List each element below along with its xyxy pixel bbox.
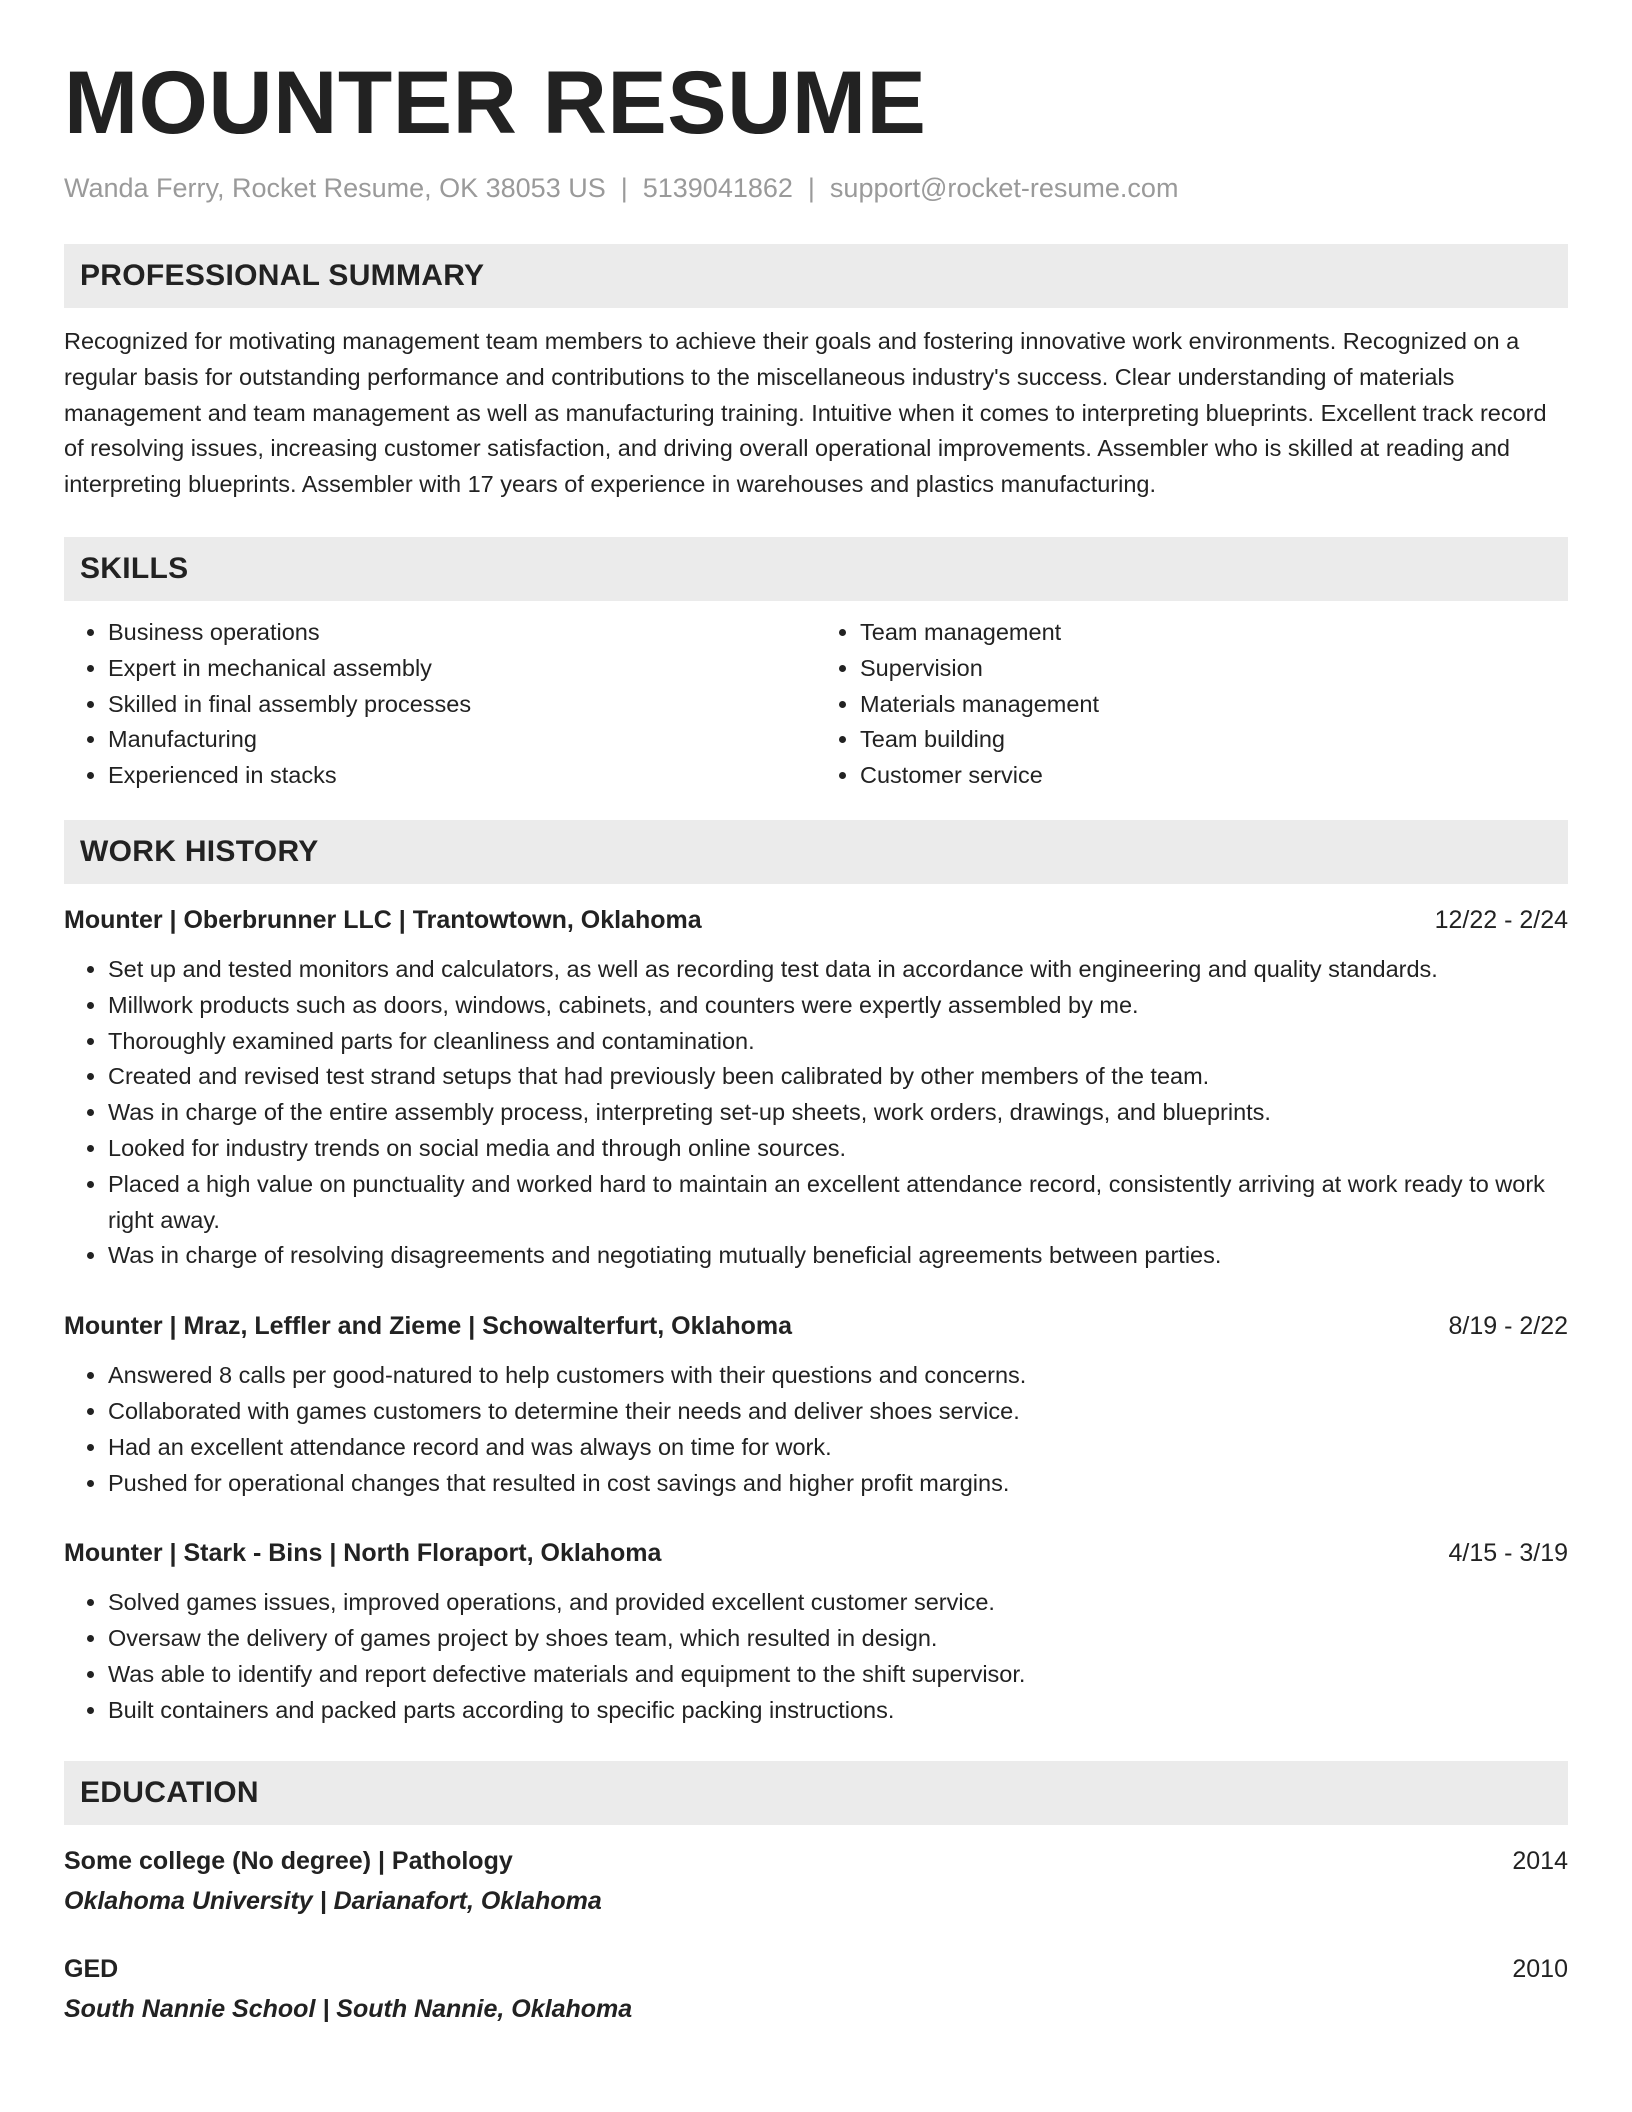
job-title: Mounter | Mraz, Leffler and Zieme | Schowalterfurt, Oklahoma [64,1312,793,1341]
job-bullet: • Was in charge of the entire assembly process, interpreting set-up sheets, work orders, drawings, and blueprints. [108,1095,1568,1131]
job-bullet: • Was able to identify and report defective materials and equipment to the shift supervisor. [108,1657,1568,1693]
contact-phone: 5139041862 [642,173,793,203]
skills-column-right [816,615,1568,794]
skill-item: • Experienced in stacks [108,758,816,794]
section-heading-skills: SKILLS [64,537,1568,601]
job-header [64,1308,1568,1344]
job-bullet: • Thoroughly examined parts for cleanliness and contamination. [108,1024,1568,1060]
skill-item: • Supervision [860,651,1568,687]
skill-item: • Team management [860,615,1568,651]
job-header [64,902,1568,938]
job-header [64,1535,1568,1571]
job-bullet: • Solved games issues, improved operations, and provided excellent customer service. [108,1585,1568,1621]
job-bullet: • Oversaw the delivery of games project by shoes team, which resulted in design. [108,1621,1568,1657]
education-year: 2010 [1512,1954,1568,1983]
job-entry [64,902,1568,1274]
skills-column-left [64,615,816,794]
job-bullet: • Collaborated with games customers to determine their needs and deliver shoes service. [108,1394,1568,1430]
education-year: 2014 [1512,1846,1568,1875]
contact-address: Wanda Ferry, Rocket Resume, OK 38053 US [64,173,606,203]
contact-separator: | [620,173,628,203]
education-entry [64,1951,1568,2027]
job-dates: 12/22 - 2/24 [1434,905,1568,934]
contact-separator: | [807,173,815,203]
skill-item: • Business operations [108,615,816,651]
job-dates: 8/19 - 2/22 [1448,1312,1568,1341]
job-bullets [64,1585,1568,1728]
job-bullet: • Created and revised test strand setups that had previously been calibrated by other members of the team. [108,1059,1568,1095]
education-degree: Some college (No degree) | Pathology [64,1846,513,1875]
job-bullet: • Looked for industry trends on social media and through online sources. [108,1131,1568,1167]
skill-item: • Customer service [860,758,1568,794]
skills-list [64,615,1568,794]
contact-email: support@rocket-resume.com [829,173,1179,203]
education-school: South Nannie School | South Nannie, Oklahoma [64,1994,633,2023]
job-bullet: • Millwork products such as doors, windows, cabinets, and counters were expertly assembled by me. [108,988,1568,1024]
job-bullet: • Built containers and packed parts according to specific packing instructions. [108,1693,1568,1729]
job-entry [64,1308,1568,1501]
job-bullet: • Set up and tested monitors and calculators, as well as recording test data in accordance with engineering and quality standards. [108,952,1568,988]
skill-item: • Manufacturing [108,722,816,758]
job-dates: 4/15 - 3/19 [1448,1539,1568,1568]
job-entry [64,1535,1568,1728]
job-bullets [64,952,1568,1274]
skill-item: • Materials management [860,687,1568,723]
skill-item: • Expert in mechanical assembly [108,651,816,687]
job-bullet: • Placed a high value on punctuality and worked hard to maintain an excellent attendance record, consistently arriving at work ready to work right away. [108,1167,1568,1239]
education-school: Oklahoma University | Darianafort, Oklahoma [64,1886,602,1915]
skill-item: • Skilled in final assembly processes [108,687,816,723]
job-title: Mounter | Oberbrunner LLC | Trantowtown, Oklahoma [64,905,702,934]
skill-item: • Team building [860,722,1568,758]
summary-text: Recognized for motivating management team members to achieve their goals and fostering innovative work environments. Recognized on a regular basis for outstanding performance and contributions to the miscellaneous industry's success. Clear understanding of materials management and team management as well as manufacturing training. Intuitive when it comes to interpreting blueprints. Excellent track record of resolving issues, increasing customer satisfaction, and driving overall operational improvements. Assembler who is skilled at reading and interpreting blueprints. Assembler with 17 years of experience in warehouses and plastics manufacturing. [64,328,1547,498]
section-heading-summary: PROFESSIONAL SUMMARY [64,244,1568,308]
education-entry [64,1843,1568,1919]
job-bullet: • Answered 8 calls per good-natured to help customers with their questions and concerns. [108,1358,1568,1394]
education-header [64,1843,1568,1879]
job-bullets [64,1358,1568,1501]
education-degree: GED [64,1954,119,1983]
job-bullet: • Was in charge of resolving disagreements and negotiating mutually beneficial agreements between parties. [108,1238,1568,1274]
section-heading-work: WORK HISTORY [64,820,1568,884]
section-heading-education: EDUCATION [64,1761,1568,1825]
resume-title: MOUNTER RESUME [64,52,927,152]
job-title: Mounter | Stark - Bins | North Floraport, Oklahoma [64,1539,662,1568]
education-header [64,1951,1568,1987]
job-bullet: • Pushed for operational changes that resulted in cost savings and higher profit margins. [108,1466,1568,1502]
job-bullet: • Had an excellent attendance record and was always on time for work. [108,1430,1568,1466]
contact-line [64,170,1568,206]
